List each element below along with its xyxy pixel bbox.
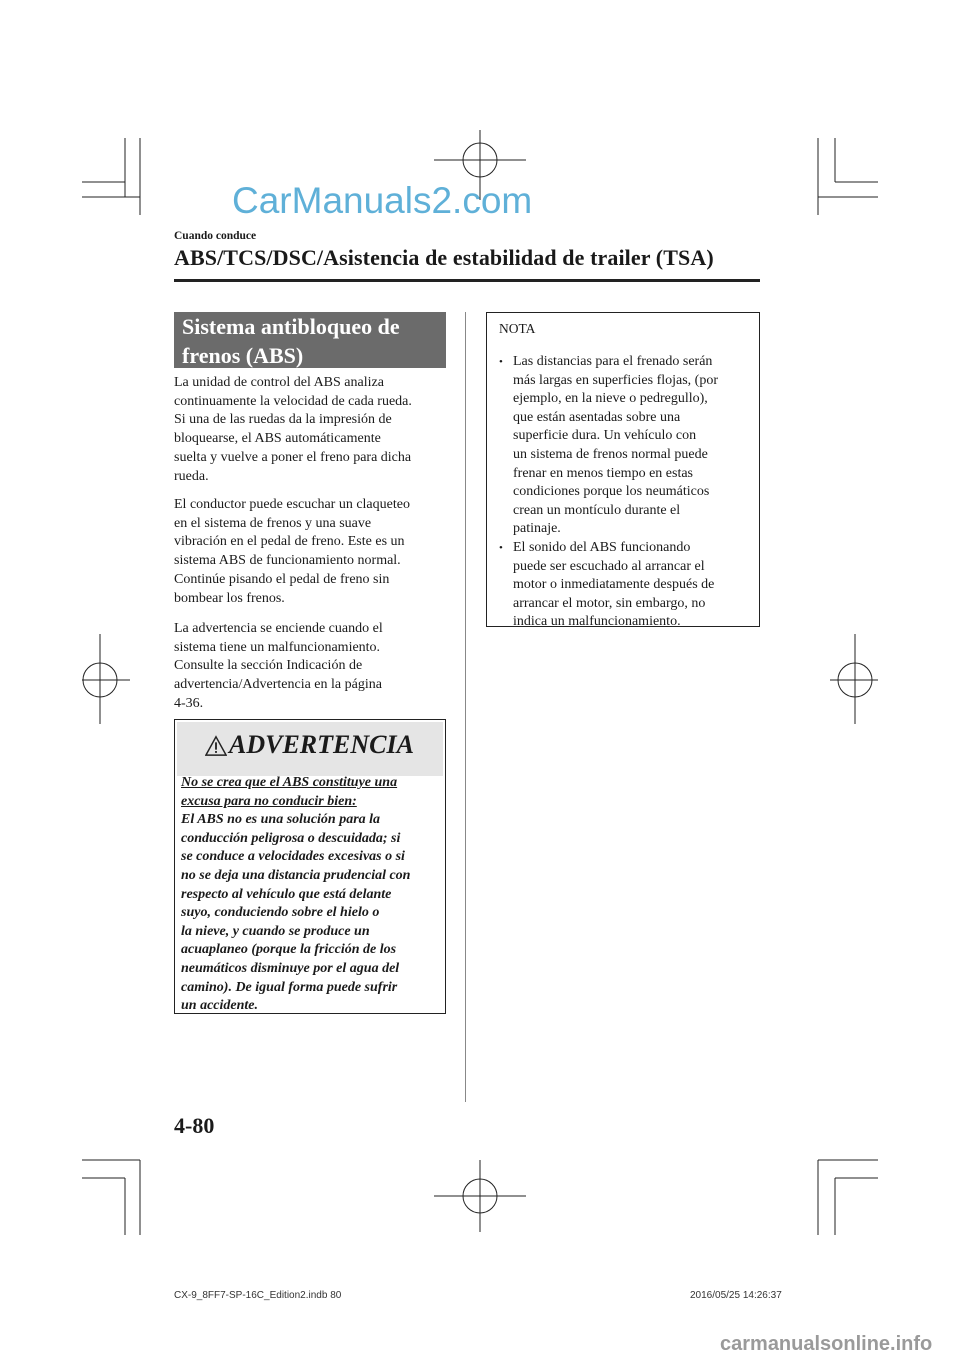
note-title: NOTA (499, 321, 536, 336)
section-label: Cuando conduce (174, 230, 257, 242)
paragraph-line: sistema ABS de funcionamiento normal. (174, 553, 401, 569)
page-title: ABS/TCS/DSC/Asistencia de estabilidad de trailer (TSA) (174, 245, 714, 270)
warning-title: ADVERTENCIA (229, 730, 414, 759)
page-number: 4-80 (174, 1113, 215, 1138)
warning-box (174, 719, 446, 1014)
paragraph-line: Consulte la sección Indicación de (174, 658, 363, 674)
warning-line: suyo, conduciendo sobre el hielo o (181, 905, 380, 921)
warning-line: no se deja una distancia prudencial con (181, 867, 411, 883)
warning-underlined-line: excusa para no conducir bien: (181, 793, 357, 809)
note-item: • El sonido del ABS funcionando puede ser escuchado al arrancar el motor o inmediatamente después de arrancar el motor, sin embargo, no indica un malfuncionamiento. (499, 539, 753, 632)
paragraph-line: Si una de las ruedas da la impresión de (174, 412, 392, 428)
note-item: • Las distancias para el frenado serán más largas en superficies flojas, (por ejemplo, en la nieve o pedregullo), que están asentadas sobre una superficie dura. Un vehículo con un sistema de frenos normal puede frenar en menos tiempo en estas condiciones porque los neumáticos crean un montículo durante el patinaje. (499, 353, 753, 539)
section-heading-box (174, 312, 446, 368)
warning-line: El ABS no es una solución para la (181, 812, 381, 828)
warning-line: la nieve, y cuando se produce un (181, 923, 370, 939)
paragraph-line: La unidad de control del ABS analiza (174, 375, 384, 390)
warning-line: neumáticos disminuye por el agua del (181, 960, 400, 976)
paragraph-3 (174, 620, 449, 714)
note-box (486, 312, 760, 630)
section-heading-line1: Sistema antibloqueo de (182, 314, 400, 339)
paragraph-line: en el sistema de frenos y una suave (174, 515, 372, 531)
paragraph-line: La advertencia se enciende cuando el (174, 621, 383, 636)
warning-line: respecto al vehículo que está delante (181, 886, 392, 902)
paragraph-line: rueda. (174, 468, 209, 484)
paragraph-line: 4-36. (174, 695, 204, 711)
note-list (499, 353, 753, 632)
paragraph-2 (174, 496, 449, 608)
paragraph-line: sistema tiene un malfuncionamiento. (174, 639, 381, 655)
paragraph-line: bombear los frenos. (174, 590, 285, 606)
warning-triangle-icon (205, 735, 227, 757)
warning-line: se conduce a velocidades excesivas o si (181, 849, 405, 865)
watermark-top: CarManuals2.com (232, 180, 533, 221)
warning-line: acuaplaneo (porque la fricción de los (181, 942, 397, 958)
warning-text (181, 774, 445, 1016)
warning-line: un accidente. (181, 998, 258, 1014)
paragraph-line: bloquearse, el ABS automáticamente (174, 431, 381, 447)
paragraph-line: suelta y vuelve a poner el freno para dicha (174, 449, 412, 465)
section-heading-line2: frenos (ABS) (182, 343, 304, 368)
warning-line: camino). De igual forma puede sufrir (181, 979, 398, 995)
paragraph-1 (174, 374, 449, 486)
paragraph-line: El conductor puede escuchar un claqueteo (174, 497, 410, 512)
footer-file: CX-9_8FF7-SP-16C_Edition2.indb 80 (174, 1290, 342, 1301)
footer-date: 2016/05/25 14:26:37 (690, 1290, 782, 1301)
paragraph-line: advertencia/Advertencia en la página (174, 677, 382, 693)
header-rule (174, 279, 760, 282)
warning-underlined-line: No se crea que el ABS constituye una (181, 775, 398, 790)
warning-line: conducción peligrosa o descuidada; si (181, 830, 401, 846)
paragraph-line: Continúe pisando el pedal de freno sin (174, 571, 390, 587)
watermark-bottom: carmanualsonline.info (720, 1333, 933, 1355)
paragraph-line: continuamente la velocidad de cada rueda. (174, 393, 412, 409)
column-divider (465, 312, 466, 1102)
paragraph-line: vibración en el pedal de freno. Este es un (174, 534, 405, 550)
warning-header (177, 722, 443, 776)
